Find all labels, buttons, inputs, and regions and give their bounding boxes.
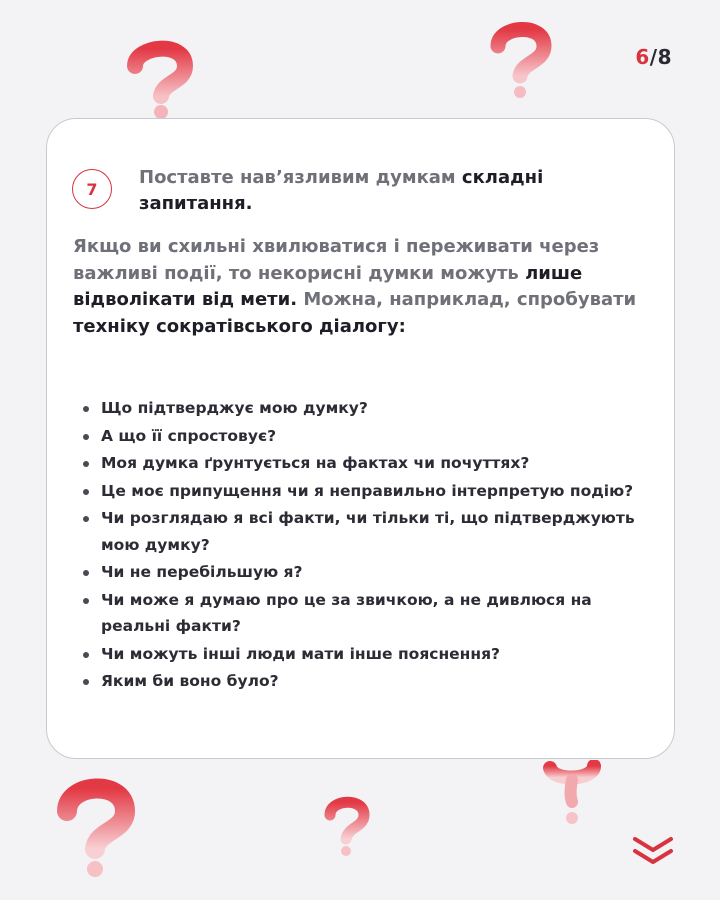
list-item: [83, 641, 643, 668]
list-item: [83, 478, 643, 505]
heading-text: Поставте нав’язливим думкам: [139, 167, 462, 188]
question-mark-icon: [125, 38, 195, 120]
bullet-icon: [83, 434, 89, 440]
intro-text-1: Якщо ви схильні хвилюватися і переживати через важливі події, то некорисні думки можуть: [73, 236, 600, 284]
question-mark-icon: [322, 795, 370, 859]
list-item: [83, 450, 643, 477]
question-text: Що підтверджує мою думку?: [101, 399, 368, 417]
intro-emphasis-1: лише відволікати від мети.: [73, 262, 583, 310]
question-list: [83, 395, 643, 696]
question-text: Чи не перебільшую я?: [101, 563, 303, 581]
intro-text-2: Можна, наприклад, спробувати: [297, 289, 637, 310]
page-counter: [635, 45, 672, 69]
list-item: [83, 423, 643, 450]
bullet-icon: [83, 516, 89, 522]
question-mark-icon: [55, 775, 135, 880]
step-heading: [139, 165, 639, 217]
list-item: [83, 505, 643, 558]
question-text: Чи можуть інші люди мати інше пояснення?: [101, 644, 501, 663]
page-total: 8: [657, 45, 672, 69]
bullet-icon: [83, 406, 89, 412]
bullet-icon: [83, 461, 89, 467]
question-mark-icon: [542, 760, 602, 830]
question-text: Чи розглядаю я всі факти, чи тільки ті, що підтверджують мою думку?: [101, 509, 635, 554]
list-item: [83, 587, 643, 640]
list-item: [83, 668, 643, 695]
bullet-icon: [83, 652, 89, 658]
intro-emphasis-2: техніку сократівського діалогу:: [73, 315, 406, 337]
page-separator: /: [649, 45, 658, 69]
question-text: А що її спростовує?: [101, 426, 277, 445]
step-number-badge: 7: [72, 169, 112, 209]
question-text: Моя думка ґрунтується на фактах чи почуттях?: [101, 454, 530, 472]
question-text: Це моє припущення чи я неправильно інтерпретую подію?: [101, 481, 634, 500]
question-text: Яким би воно було?: [101, 672, 279, 690]
content-card: [46, 118, 675, 759]
heading-emphasis: складні запитання.: [139, 167, 544, 214]
page-current: 6: [635, 45, 650, 69]
bullet-icon: [83, 489, 89, 495]
bullet-icon: [83, 570, 89, 576]
intro-paragraph: [73, 234, 658, 340]
list-item: [83, 395, 643, 422]
bullet-icon: [83, 598, 89, 604]
list-item: [83, 559, 643, 586]
bullet-icon: [83, 679, 89, 685]
question-text: Чи може я думаю про це за звичкою, а не дивлюся на реальні факти?: [101, 590, 592, 635]
question-mark-icon: [488, 20, 552, 100]
double-chevron-down-icon[interactable]: [632, 836, 674, 866]
